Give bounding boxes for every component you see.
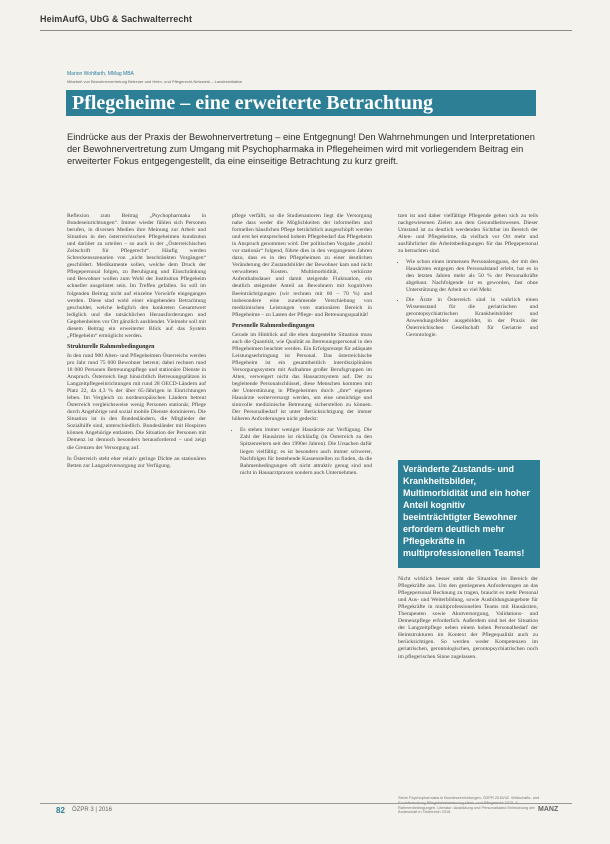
page-number: 82 bbox=[56, 806, 65, 815]
footer-rule bbox=[40, 803, 572, 804]
bullet-item: • Es stehen immer weniger Hausärzte zur Verfügung. Die Zahl der Hausärzte ist rückläufig (in Österreich zu den Spitzenreitern seit den 1990er Jahren). Die Ursachen dafür liegen vielfältig: es ist besonders auch immer schwerer, Nachfolgen für bestehende Kassenstellen zu finden, da die Rahmenbedingungen oft nicht attraktiv genug sind und nicht in Hausarztpraxen sondern auch Unternehmen. bbox=[240, 427, 372, 476]
author-byline: Marion Wohlfarth, MMag MBA bbox=[67, 71, 134, 77]
header-rule bbox=[40, 30, 572, 31]
column-3 bbox=[398, 213, 538, 343]
body-paragraph: Nicht wirklich besser steht die Situation im Bereich der Pflegekräfte aus. Um den gestiegenen Anforderungen an das Pflegepersonal Rechnung zu tragen, braucht es mehr Personal und Aus- und Weiterbildung, sowie Ausbildungsangebote für Pflegekräfte in multiprofessionellen Teams mit Hausärzten, Therapeuten sowie Akutversorgung, Validations- und Demenzpflege erforderlich. Außerdem sind bei der Situation der Langzeitpflege neben einem hohen Personalbedarf der Heimstrukturen im Kontext der Pflegequalität auch zu berücksichtigen. So werden weder Kompetenzen im geriatrischen, gerontologischen, gerontopsychiatrischen noch im pflegerischen Sinne zugelassen. bbox=[398, 576, 538, 660]
section-heading: Strukturelle Rahmenbedingungen bbox=[67, 343, 155, 350]
footnotes: Siehe Psychopharmaka in Bundeseinrichtungen. ÖZPR 2016/42. Wirtschafts- und Rahmenbedingungen. Literatur: Ausbildung und Personalstand Entwicklung der Ärzteschaft in Österreich 2016. bbox=[398, 795, 540, 815]
publisher-logo: MANZ bbox=[538, 806, 559, 813]
column-3-continued bbox=[398, 576, 538, 665]
article-lead: Eindrücke aus der Praxis der Bewohnervertretung – eine Entgegnung! Den Wahrnehmungen und Interpretationen der Bewohnervertretung zum Umgang mit Psychopharmaka in Pflegeheimen wird mit vorliegendem Beitrag ein erweiterter Fokus entgegengestellt, da eine einseitige Betrachtung zu kurz greift. bbox=[67, 132, 535, 166]
column-2 bbox=[232, 213, 372, 481]
body-paragraph: In Österreich steht eher relativ geringe Dichte an stationären Betten zur Langzeitversorgung zur Verfügung. bbox=[67, 455, 206, 469]
article-title: Pflegeheime – eine erweiterte Betrachtung bbox=[66, 90, 536, 116]
section-header: HeimAufG, UbG & Sachwalterrecht bbox=[40, 14, 193, 24]
pull-quote: Veränderte Zustands- und Krankheitsbilder, Multimorbidität und ein hoher Anteil kognitiv beeinträchtigter Bewohner erfordern deutlich mehr Pflegekräfte in multiprofessionellen Teams! bbox=[398, 460, 540, 568]
bullet-list bbox=[232, 427, 372, 476]
journal-reference: ÖZPR 3 | 2016 bbox=[72, 807, 112, 813]
body-paragraph: In den rund 900 Alten- und Pflegeheimen Österreichs werden pro Jahr rund 75 000 Bewohner betreut; dabei rechnen rund 18 000 Personen Betreuungspflege und stationäre Dienste in Anspruch. Österreich liegt hinsichtlich Betreuungsplätzen in Langzeitpflegeeinrichtungen mit rund 28 OECD-Ländern auf Platz 22, da 4,3 % der über 65-Jährigen in Einrichtungen leben. Im Vergleich zu nordeuropäischen Ländern betreut Österreich vergleichsweise wenig Personen stationär, Pflege durch Angehörige und sozial mobile Dienste dominieren. Die Situation ist in den Bundesländern, die Mitglieder der Sozialhilfe sind, unterschiedlich. Bundesländer mit Hospizen können Angehörige entlasten. Die Situation der Personen mit Demenz ist dennoch besonders herausfordernd – und zeigt die Grenzen der Versorgung auf. bbox=[67, 352, 206, 451]
body-paragraph: Gerade im Hinblick auf die eben dargestellte Situation muss auch die Quantität, wie Qualität an Betreuungspersonal in den Pflegeheimen beachtet werden. Ein Erfolgsrezept für adäquate Leistungserbringung ist Personal. Das österreichische Pflegeheim ist ein gesamtheitlich interdisziplinäres Versorgungssystem mit Aufnahme großer Berufsgruppen im Alten, verweigert nicht das Hausarztsystem auf. Der zu begleitende Personalschlüssel, diese Menschen kommen mit der Unterstützung in Pflegeheimen durch „ihre“ eigenen Hausärzte weiterversorgt werden, um eine umsichtige und sinnvolle medizinische Betreuung sicherstellen zu können. Der Personalbedarf ist unter Berücksichtigung der immer höheren Anforderungen nicht gedeckt: bbox=[232, 331, 372, 423]
bullet-list bbox=[398, 259, 538, 339]
author-affiliation: Mitarbeit von Bewohnervertretung Betreuer und Heim- und Pflegerecht-Netzwerk – Landesinitiative bbox=[67, 79, 243, 84]
section-heading: Personelle Rahmenbedingungen bbox=[232, 322, 315, 329]
body-paragraph: Reflexion zum Beitrag „Psychopharmaka in Bundeseinrichtungen“. Immer wieder fühlen sich Personen berufen, in diversen Medien ihre Meinung zur Arbeit und Situation in den österreichischen Pflegeheimen kundzutun und darüber zu urteilen – so auch in der „Österreichischen Zeitschrift für Pflegerecht“. Häufig werden Schreckensszenarien von „nicht beschränkten Vorgängen“ geschildert. Medikamente sollen, welche dem Druck der Pflegepersonal folgen, zu Beruhigung und Einschränkung und Bewohner wollen zum Wohl der Institution Pflegeheim schneller ausgelistet sein. Im Treffen gefallen. So soll im folgenden Beitrag nicht auf einzelne Vorwürfe eingegangen werden. Diese sind wohl einer eingehenden Betrachtung geschuldet, welche lediglich den konkreten Gesamtwert lediglich und die tatsächlichen Herausforderungen und Gegebenheiten vor Ort gänzlich ausblendet. Vielmehr soll mit diesem Beitrag ein erweiterter Blick auf das System „Pflegeheim“ ermöglicht werden. bbox=[67, 213, 206, 339]
bullet-item: • Wie schon einen immensen Personalengpass, der mit den Hausärzten entgegen den Personalstand erlebt, hat es in den letzten Jahren mehr als 50 % der Personalkräfte abgebaut. Nachfolgende ist es geworden, fast ohne Unterstützung der Arbeit so viel Mehr. bbox=[406, 259, 538, 294]
body-paragraph: tzen ist und daher vielfältige Pflegende gehen sich zu teils nachgewiesenen Zielen aus dem Gesundheitswesen. Dieser Umstand ist zu deutlich werdenden Sichtbar im Bereich der Alten- und Pflegeheime, da vielfach vor Ort mehr und ausführlicher die Arbeitsbedingungen für das Pflegepersonal zu betrachten sind. bbox=[398, 213, 538, 255]
bullet-item: • Die Ärzte in Österreich sind in wahrlich einen Wissensstand für die geriatrischen und gerontopsychiatrischen Krankheitsbilder und Anwendungsfelder ausgebildet, in der Praxis der Österreichischen Gesellschaft für Geriatrie und Gerontologie. bbox=[406, 297, 538, 339]
body-paragraph: pflege verfällt, so die Studienautoren liegt die Versorgung nahe dass weder die Möglichkeiten der informellen und formellen häuslichen Pflege beträchtlich ausgeschöpft werden und erst bei entsprechend hohem Pflegebedarf das Pflegeheim in Anspruch genommen wird. Der politischen Vorgabe „mobil vor stationär“ folgend, führte dies in den vergangenen Jahren dazu, dass es in den Pflegeheimen zu einer deutlichen Veränderung der Zustandsbilder der Bewohner kam und nicht verwalteten Kosten. Multimorbidität, verkürzte Aufenthaltsdauer und damit steigende Fluktuation, ein deutlich steigender Anteil an Bewohnern mit kognitiven Beeinträchtigungen (wir rechnen mit 60 – 70 %) und insbesondere eine zunehmende Verschiebung von medizinischen Leistungen vom stationären Bereich in Pflegeheime – zu Lasten der Pflege- und Betreuungsqualität! bbox=[232, 213, 372, 318]
column-1 bbox=[67, 213, 206, 474]
